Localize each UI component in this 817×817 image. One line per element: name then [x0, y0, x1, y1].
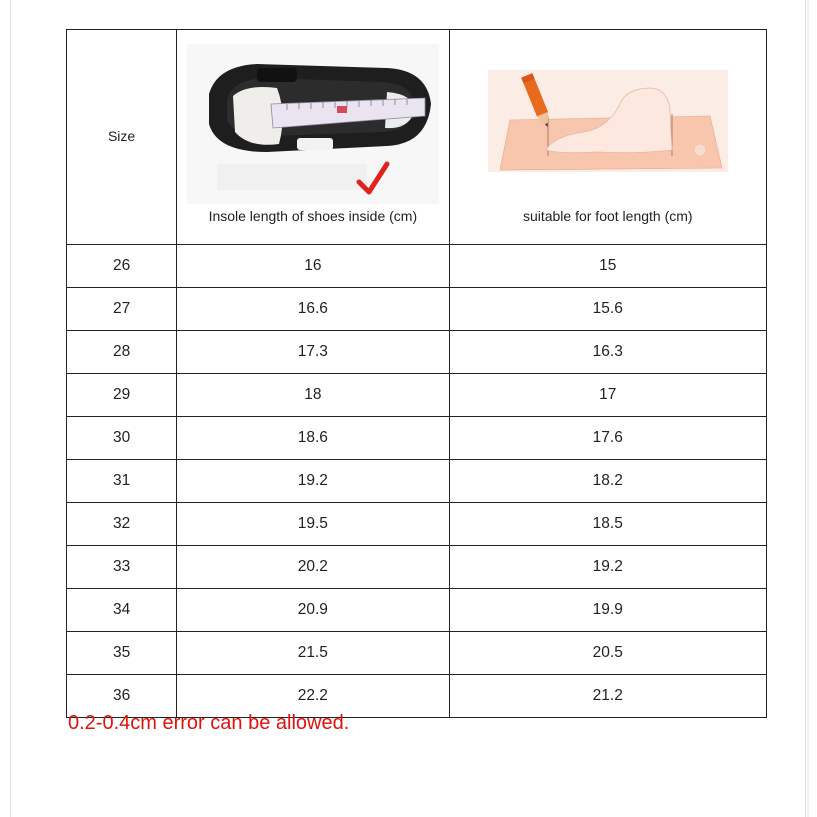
- insole-length-cell: 19.5: [177, 503, 449, 546]
- foot-length-cell: 15.6: [449, 288, 766, 331]
- table-row: [67, 245, 767, 288]
- insole-length-cell: 20.9: [177, 589, 449, 632]
- size-cell: 34: [67, 589, 177, 632]
- size-cell: 31: [67, 460, 177, 503]
- size-cell: 35: [67, 632, 177, 675]
- insole-length-cell: 18: [177, 374, 449, 417]
- insole-length-cell: 22.2: [177, 675, 449, 718]
- page-edge-right-shadow: [807, 0, 809, 817]
- size-cell: 28: [67, 331, 177, 374]
- size-cell: 30: [67, 417, 177, 460]
- header-foot-cell: [449, 30, 766, 245]
- foot-length-cell: 17.6: [449, 417, 766, 460]
- size-cell: 33: [67, 546, 177, 589]
- table-row: [67, 546, 767, 589]
- header-size-cell: [67, 30, 177, 245]
- header-size-label: Size: [107, 128, 136, 144]
- shoe-insole-photo: [187, 44, 439, 204]
- foot-length-cell: 18.2: [449, 460, 766, 503]
- header-foot-label: suitable for foot length (cm): [522, 208, 693, 224]
- insole-length-cell: 16: [177, 245, 449, 288]
- table-row: [67, 589, 767, 632]
- insole-length-cell: 18.6: [177, 417, 449, 460]
- page-edge-left: [10, 0, 11, 817]
- table-row: [67, 417, 767, 460]
- insole-length-cell: 17.3: [177, 331, 449, 374]
- insole-length-cell: 20.2: [177, 546, 449, 589]
- insole-length-cell: 19.2: [177, 460, 449, 503]
- table-header-row: [67, 30, 767, 245]
- table-row: [67, 331, 767, 374]
- header-insole-label: Insole length of shoes inside (cm): [208, 208, 418, 224]
- insole-length-cell: 16.6: [177, 288, 449, 331]
- foot-length-cell: 19.2: [449, 546, 766, 589]
- insole-length-cell: 21.5: [177, 632, 449, 675]
- header-insole-cell: [177, 30, 449, 245]
- tolerance-note: 0.2-0.4cm error can be allowed.: [68, 712, 350, 734]
- table-row: [67, 374, 767, 417]
- size-chart-table: [66, 29, 767, 718]
- foot-measuring-illustration: [488, 70, 728, 172]
- size-cell: 32: [67, 503, 177, 546]
- foot-length-cell: 15: [449, 245, 766, 288]
- foot-length-cell: 16.3: [449, 331, 766, 374]
- foot-length-cell: 19.9: [449, 589, 766, 632]
- foot-length-cell: 21.2: [449, 675, 766, 718]
- foot-length-cell: 20.5: [449, 632, 766, 675]
- table-row: [67, 288, 767, 331]
- table-row: [67, 460, 767, 503]
- size-cell: 26: [67, 245, 177, 288]
- size-cell: 36: [67, 675, 177, 718]
- size-cell: 27: [67, 288, 177, 331]
- foot-length-cell: 17: [449, 374, 766, 417]
- page-edge-right: [805, 0, 806, 817]
- table-row: [67, 503, 767, 546]
- table-row: [67, 632, 767, 675]
- size-cell: 29: [67, 374, 177, 417]
- foot-length-cell: 18.5: [449, 503, 766, 546]
